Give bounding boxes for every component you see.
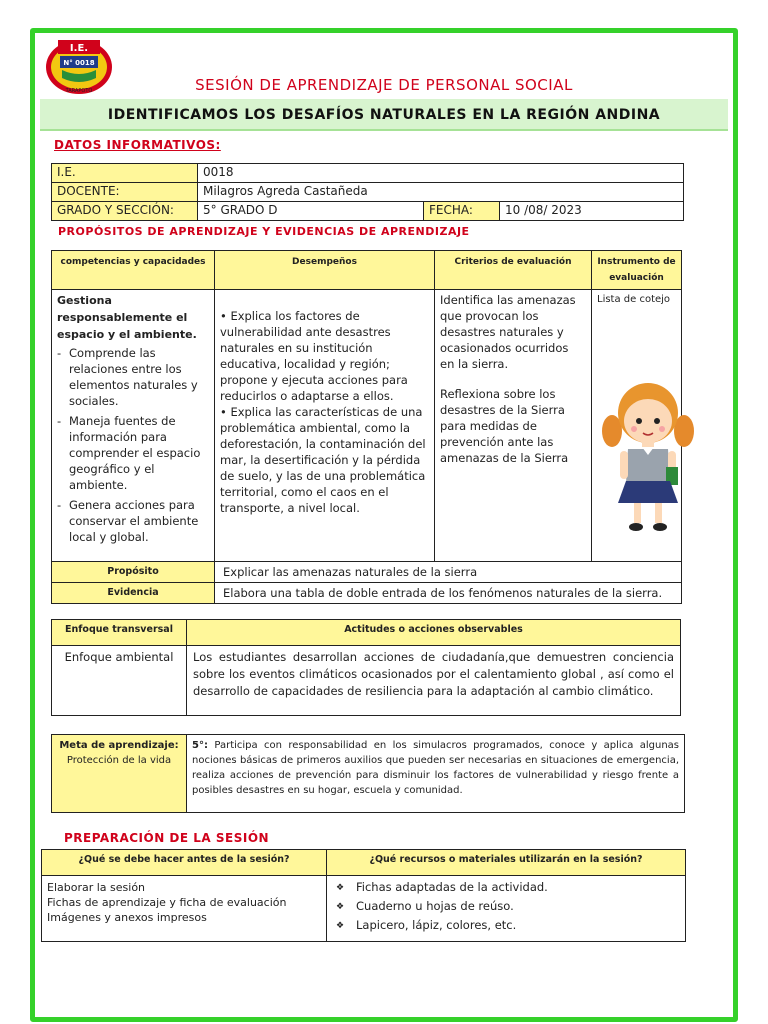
meta-table bbox=[51, 734, 685, 813]
meta-text: Participa con responsabilidad en los simulacros programados, conoce y aplica algunas nociones básicas de primeros auxilios que pueden ser necesarias en situaciones de emergencia, realiza acciones de prevención para disminuir los factores de vulnerabilidad y riesgo frente a posibles desastres en su hogar, escuela y comunidad. bbox=[192, 740, 679, 796]
evidencia-label: Evidencia bbox=[52, 583, 215, 604]
table-header-row bbox=[52, 620, 681, 646]
instrumento-value: Lista de cotejo bbox=[597, 294, 671, 305]
docente-label: DOCENTE: bbox=[52, 183, 198, 202]
col-competencias: competencias y capacidades bbox=[52, 251, 215, 290]
table-row bbox=[52, 583, 682, 604]
table-row bbox=[52, 562, 682, 583]
fecha-label: FECHA: bbox=[424, 202, 500, 221]
table-row bbox=[52, 735, 685, 813]
list-item: - Comprende las relaciones entre los elementos naturales y sociales. bbox=[57, 345, 209, 409]
col-criterios: Criterios de evaluación bbox=[435, 251, 592, 290]
col-instrumento: Instrumento de evaluación bbox=[592, 251, 682, 290]
col-recursos: ¿Qué recursos o materiales utilizarán en la sesión? bbox=[327, 850, 686, 876]
girl-student-illustration bbox=[598, 375, 698, 535]
col-enfoque: Enfoque transversal bbox=[52, 620, 187, 646]
col-desempenos: Desempeños bbox=[215, 251, 435, 290]
desempenos-cell bbox=[215, 290, 435, 562]
propositos-heading: PROPÓSITOS DE APRENDIZAJE Y EVIDENCIAS DE APRENDIZAJE bbox=[58, 225, 470, 238]
meta-text-cell bbox=[187, 735, 685, 813]
ie-value: 0018 bbox=[198, 164, 684, 183]
logo-text-top: I.E. bbox=[69, 43, 89, 54]
meta-label-cell bbox=[52, 735, 187, 813]
proposito-label: Propósito bbox=[52, 562, 215, 583]
antes-cell bbox=[42, 876, 327, 942]
criterio-item: Identifica las amenazas que provocan los desastres naturales y ocasionados ocurridos en la sierra. bbox=[440, 293, 576, 371]
info-table bbox=[51, 163, 684, 221]
grado-label: GRADO Y SECCIÓN: bbox=[52, 202, 198, 221]
list-item: ❖ Lapicero, lápiz, colores, etc. bbox=[356, 918, 680, 933]
evidencia-value: Elabora una tabla de doble entrada de los fenómenos naturales de la sierra. bbox=[215, 583, 682, 604]
desempeno-item: • Explica las características de una problemática ambiental, como la deforestación, la contaminación del mar, la desertificación y la pérdida de suelo, y las de una problemática territorial, como el caos en el transporte, a nivel local. bbox=[220, 405, 426, 515]
list-item: Imágenes y anexos impresos bbox=[47, 911, 207, 924]
list-item: ❖ Fichas adaptadas de la actividad. bbox=[356, 880, 680, 895]
grado-value: 5° GRADO D bbox=[198, 202, 424, 221]
preparacion-heading: PREPARACIÓN DE LA SESIÓN bbox=[64, 831, 270, 845]
proposito-value: Explicar las amenazas naturales de la sierra bbox=[215, 562, 682, 583]
list-item: Elaborar la sesión bbox=[47, 881, 146, 894]
competencia-title: Gestiona responsablemente el espacio y el ambiente. bbox=[57, 294, 197, 341]
recursos-list bbox=[332, 880, 680, 933]
col-antes: ¿Qué se debe hacer antes de la sesión? bbox=[42, 850, 327, 876]
docente-value: Milagros Agreda Castañeda bbox=[198, 183, 684, 202]
capacidades-list bbox=[57, 345, 209, 545]
list-item: Fichas de aprendizaje y ficha de evaluación bbox=[47, 896, 287, 909]
table-header-row bbox=[42, 850, 686, 876]
list-item: - Maneja fuentes de información para comprender el espacio geográfico y el ambiente. bbox=[57, 413, 209, 493]
enfoque-table bbox=[51, 619, 681, 716]
recursos-cell bbox=[327, 876, 686, 942]
preparacion-table bbox=[41, 849, 686, 942]
list-item: - Genera acciones para conservar el ambiente local y global. bbox=[57, 497, 209, 545]
datos-heading: DATOS INFORMATIVOS: bbox=[54, 138, 221, 152]
meta-grade: 5°: bbox=[192, 740, 208, 751]
meta-label: Meta de aprendizaje: bbox=[59, 740, 179, 751]
ie-label: I.E. bbox=[52, 164, 198, 183]
enfoque-value: Enfoque ambiental bbox=[52, 646, 187, 716]
col-actitudes: Actitudes o acciones observables bbox=[187, 620, 681, 646]
meta-sub-label: Protección de la vida bbox=[66, 755, 172, 766]
table-row bbox=[52, 164, 684, 183]
fecha-value: 10 /08/ 2023 bbox=[500, 202, 684, 221]
table-row bbox=[52, 202, 684, 221]
table-row bbox=[52, 183, 684, 202]
table-row bbox=[52, 290, 682, 562]
session-subtitle: IDENTIFICAMOS LOS DESAFÍOS NATURALES EN LA REGIÓN ANDINA bbox=[40, 99, 728, 131]
criterios-cell bbox=[435, 290, 592, 562]
table-row bbox=[42, 876, 686, 942]
page-title: SESIÓN DE APRENDIZAJE DE PERSONAL SOCIAL bbox=[195, 76, 573, 94]
actitudes-value: Los estudiantes desarrollan acciones de ciudadanía,que demuestren conciencia sobre los eventos climáticos ocasionados por el calentamiento global , así como el desarrollo de capacidades de resiliencia para la adaptación al cambio climático. bbox=[187, 646, 681, 716]
table-row bbox=[52, 646, 681, 716]
logo-text-mid: N° 0018 bbox=[63, 59, 95, 67]
criterio-item: Reflexiona sobre los desastres de la Sierra para medidas de prevención ante las amenazas de la Sierra bbox=[440, 387, 569, 465]
logo-text-bottom: TARAPOTO bbox=[65, 88, 93, 94]
competencias-table bbox=[51, 250, 682, 604]
table-header-row bbox=[52, 251, 682, 290]
list-item: ❖ Cuaderno u hojas de reúso. bbox=[356, 899, 680, 914]
competencias-cell bbox=[52, 290, 215, 562]
desempeno-item: • Explica los factores de vulnerabilidad ante desastres naturales en su institución educativa, localidad y región; propone y ejecuta acciones para reducirlos o adaptarse a ellos. bbox=[220, 309, 408, 403]
